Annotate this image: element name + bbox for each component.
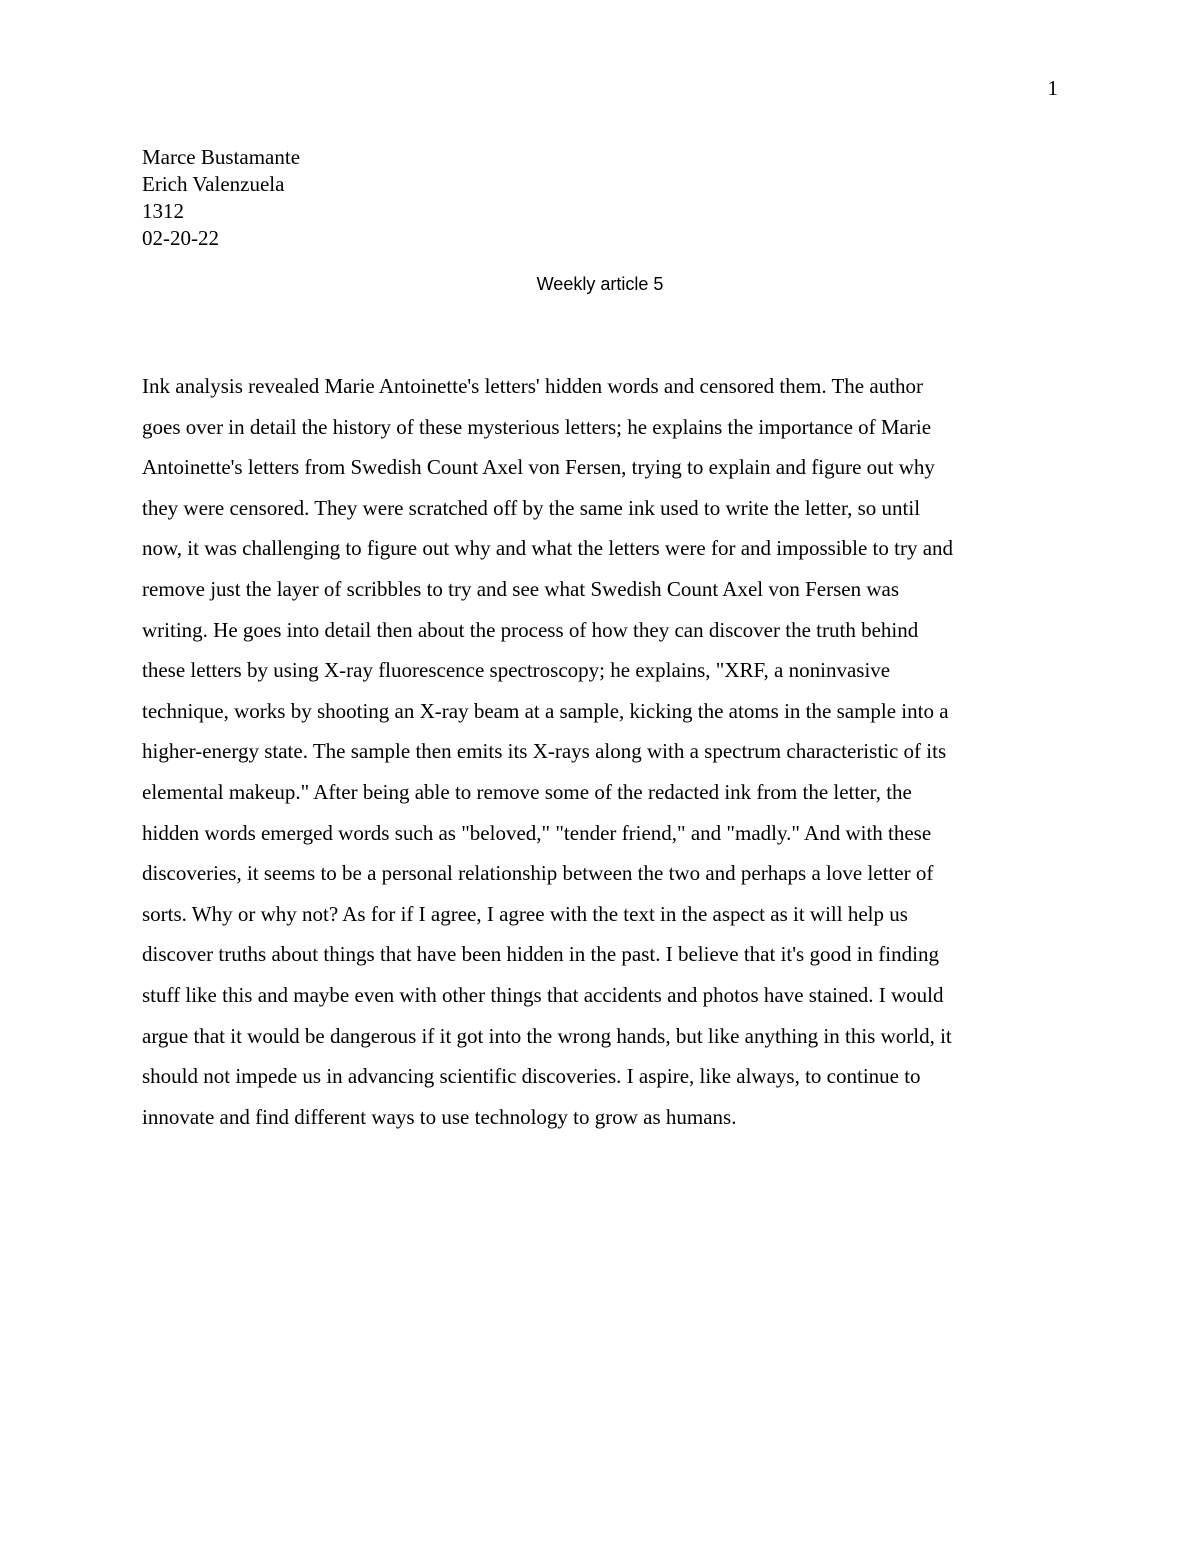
page-number: 1 bbox=[1047, 76, 1058, 100]
body-line: discoveries, it seems to be a personal relationship between the two and perhaps a love letter of bbox=[142, 861, 934, 886]
body-line: they were censored. They were scratched off by the same ink used to write the letter, so until bbox=[142, 495, 921, 520]
body-line: remove just the layer of scribbles to try and see what Swedish Count Axel von Fersen was bbox=[142, 576, 900, 601]
instructor-name: Erich Valenzuela bbox=[142, 172, 285, 196]
student-name: Marce Bustamante bbox=[142, 145, 301, 169]
body-line: these letters by using X-ray fluorescence spectroscopy; he explains, "XRF, a noninvasive bbox=[142, 658, 891, 683]
body-line: hidden words emerged words such as "beloved," "tender friend," and "madly." And with these bbox=[142, 820, 932, 845]
body-line: writing. He goes into detail then about the process of how they can discover the truth behind bbox=[142, 617, 919, 642]
body-line: elemental makeup." After being able to remove some of the redacted ink from the letter, the bbox=[142, 779, 912, 804]
body-paragraph bbox=[142, 366, 1054, 1137]
body-line: innovate and find different ways to use technology to grow as humans. bbox=[142, 1104, 737, 1129]
body-line: should not impede us in advancing scientific discoveries. I aspire, like always, to continue to bbox=[142, 1064, 921, 1089]
body-line: Ink analysis revealed Marie Antoinette's letters' hidden words and censored them. The author bbox=[142, 374, 924, 398]
body-line: argue that it would be dangerous if it got into the wrong hands, but like anything in this world, it bbox=[142, 1023, 952, 1048]
body-line: higher-energy state. The sample then emits its X-rays along with a spectrum characteristic of its bbox=[142, 739, 947, 764]
date: 02-20-22 bbox=[142, 226, 219, 250]
body-line: Antoinette's letters from Swedish Count Axel von Fersen, trying to explain and figure out why bbox=[142, 455, 935, 480]
body-line: now, it was challenging to figure out why and what the letters were for and impossible to try and bbox=[142, 536, 954, 561]
body-line: sorts. Why or why not? As for if I agree, I agree with the text in the aspect as it will help us bbox=[142, 901, 908, 926]
body-line: goes over in detail the history of these mysterious letters; he explains the importance of Marie bbox=[142, 414, 932, 439]
body-line: technique, works by shooting an X-ray beam at a sample, kicking the atoms in the sample into a bbox=[142, 698, 949, 723]
mla-header bbox=[142, 144, 300, 252]
body-line: discover truths about things that have been hidden in the past. I believe that it's good in finding bbox=[142, 942, 939, 967]
body-line: stuff like this and maybe even with other things that accidents and photos have stained. I would bbox=[142, 982, 944, 1007]
course-number: 1312 bbox=[142, 199, 184, 223]
document-title: Weekly article 5 bbox=[536, 274, 664, 294]
